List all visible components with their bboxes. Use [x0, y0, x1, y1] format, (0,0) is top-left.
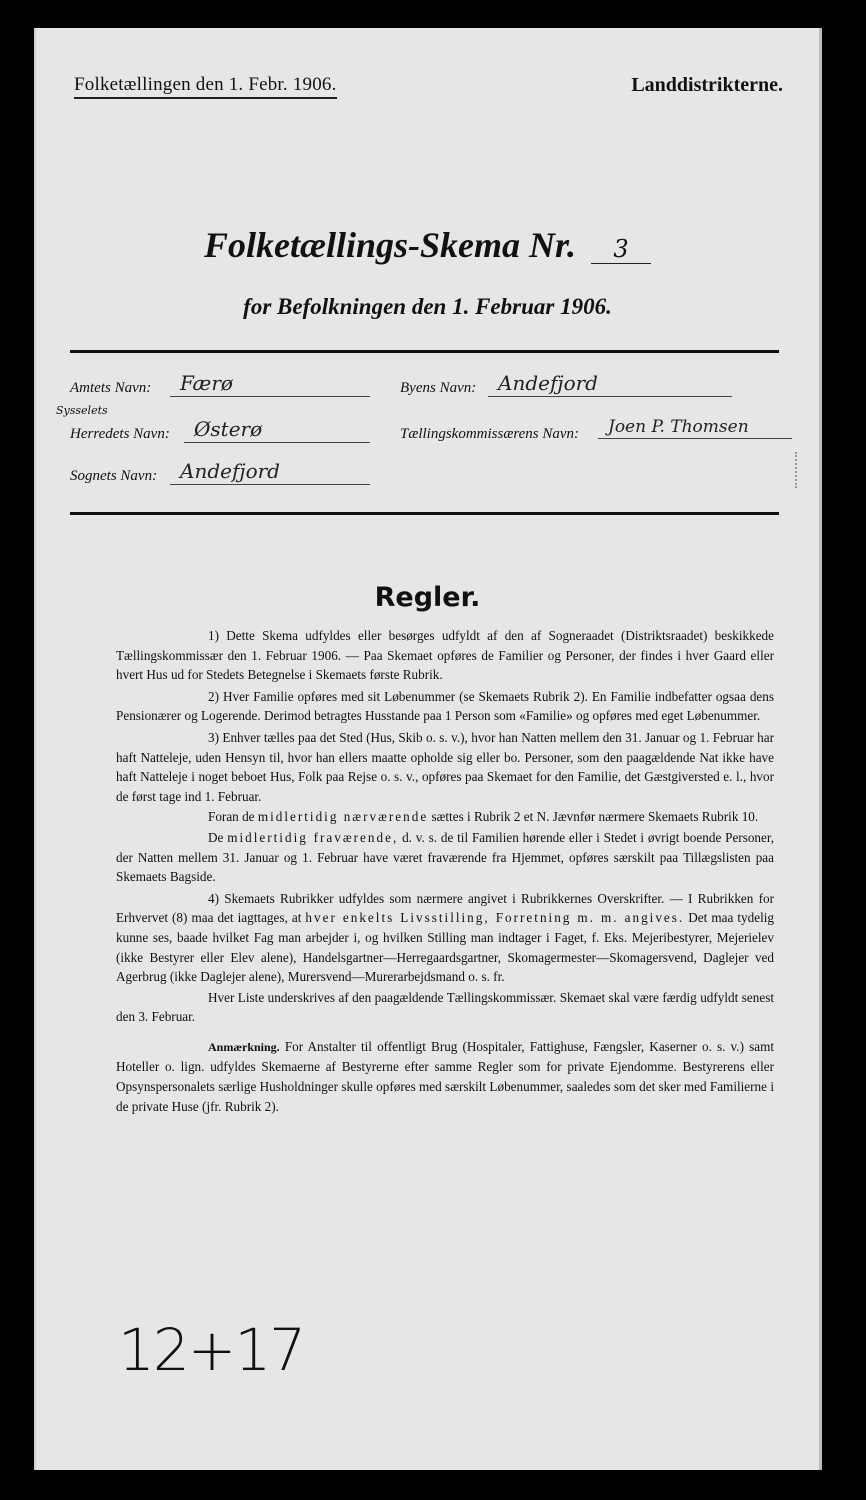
rule-3c-emphasis: midlertidig fraværende,	[227, 829, 399, 845]
rule-5: Hver Liste underskrives af den paagældende Tællingskommissær. Skemaet skal være færdig udfyldt senest den 3. Februar.	[116, 989, 774, 1025]
rules-heading: Regler.	[374, 582, 481, 613]
rule-1: 1) Dette Skema udfyldes eller besørges udfyldt af den af Sogneraadet (Distriktsraadet) beskikkede Tællingskommissær den 1. Februar 1906. — Paa Skemaet opføres de Familier og Personer, der findes i hver Gaard eller hvert Hus ud for Stedets Betegnelse i Skemaets første Rubrik.	[116, 628, 774, 683]
form-title-text: Folketællings-Skema Nr.	[203, 225, 577, 265]
header-census-date: Folketællingen den 1. Febr. 1906.	[74, 74, 337, 99]
divider-top	[70, 350, 779, 353]
rule-4-emphasis: hver enkelts Livsstilling, Forretning m. m. angives.	[305, 910, 685, 926]
rule-annotation	[116, 1037, 774, 1116]
rule-2: 2) Hver Familie opføres med sit Løbenummer (se Skemaets Rubrik 2). En Familie indbefatter ogsaa dens Pensionærer og Logerende. Derimod betragtes Husstande paa 1 Person som «Familie» og opføres med eget Løbenummer.	[116, 688, 774, 724]
rule-3: 3) Enhver tælles paa det Sted (Hus, Skib o. s. v.), hvor han Natten mellem den 31. Januar og 1. Februar har haft Natteleje, uden Hensyn til, hvor han ellers maatte opholde sig eller bo. Personer, som den paagældende Nat ikke have haft Natteleje i noget beboet Hus, Folk paa Rejse o. s. v., opføres paa Skemaet for den Familie, det Gæstgiversted e. l., hvor de først tage ind 1. Februar.	[116, 729, 774, 804]
rule-3b-post: sættes i Rubrik 2 et N. Jævnfør nærmere Skemaets Rubrik 10.	[431, 809, 759, 825]
sogn-label: Sognets Navn:	[70, 468, 158, 484]
sogn-value: Andefjord	[170, 459, 370, 485]
amt-label: Amtets Navn:	[70, 380, 152, 396]
kommissaer-label: Tællingskommissærens Navn:	[400, 426, 580, 442]
census-form-page	[34, 28, 822, 1470]
rule-3b-emphasis: midlertidig nærværende	[257, 809, 429, 825]
handwritten-note: 12+17	[118, 1316, 305, 1384]
amt-value: Færø	[170, 371, 370, 397]
herred-annotation: Sysselets	[56, 404, 108, 417]
rule-3b	[116, 807, 774, 827]
by-value: Andefjord	[488, 371, 732, 397]
kommissaer-value: Joen P. Thomsen	[598, 417, 792, 439]
herred-value: Østerø	[184, 417, 370, 443]
annotation-text: For Anstalter til offentligt Brug (Hospitaler, Fattighuse, Fængsler, Kaserner o. s. v.) samt Hoteller o. lign. udfyldes Skemaerne af Bestyrerne efter samme Regler som for private Ejendomme. Bestyrerens eller Opsynspersonalets særlige Husholdninger skulle opføres med særskilt Løbenummer, saaledes som det sker med Familierne i de private Huse (jfr. Rubrik 2).	[116, 1038, 775, 1114]
herred-label: Herredets Navn:	[70, 426, 170, 442]
form-number: 3	[591, 235, 651, 264]
header-district-type: Landdistrikterne.	[631, 74, 783, 96]
form-subtitle: for Befolkningen den 1. Februar 1906.	[243, 294, 612, 319]
dotted-mark	[795, 452, 801, 488]
rule-3c	[116, 828, 774, 887]
rule-3b-pre: Foran de	[208, 809, 255, 825]
divider-bottom	[70, 512, 779, 515]
rule-3c-post: d. v. s. de til Familien hørende eller i Stedet i øvrigt boende Personer, der Natten mellem 31. Januar og 1. Februar have været fraværende fra Hjemmet, opføres særskilt paa Tillægslisten paa Skemaets Bagside.	[116, 829, 775, 885]
rules-body	[116, 626, 774, 1117]
rule-4-pre: 4) Skemaets Rubrikker udfyldes som nærmere angivet i Rubrikkernes Overskrifter. — I Rubrikken for Erhvervet (8) maa det iagttages, at	[116, 890, 774, 926]
by-label: Byens Navn:	[400, 380, 477, 396]
annotation-label: Anmærkning.	[208, 1039, 280, 1054]
form-title	[36, 224, 819, 266]
rule-4	[116, 889, 774, 987]
rule-3c-pre: De	[208, 829, 224, 845]
rule-4-post: Det maa tydelig kunne ses, baade hvilket Fag man arbejder i, og hvilken Stilling man indtager i Faget, f. Eks. Mejeribestyrer, Mejerielev (ikke Bestyrer eller Elev alene), Handelsgartner—Herregaardsgartner, Skomagermester—Skomagersvend, Daglejer ved Agerbrug (ikke Daglejer alene), Murersvend—Murerarbejdsmand o. s. fr.	[116, 910, 774, 985]
